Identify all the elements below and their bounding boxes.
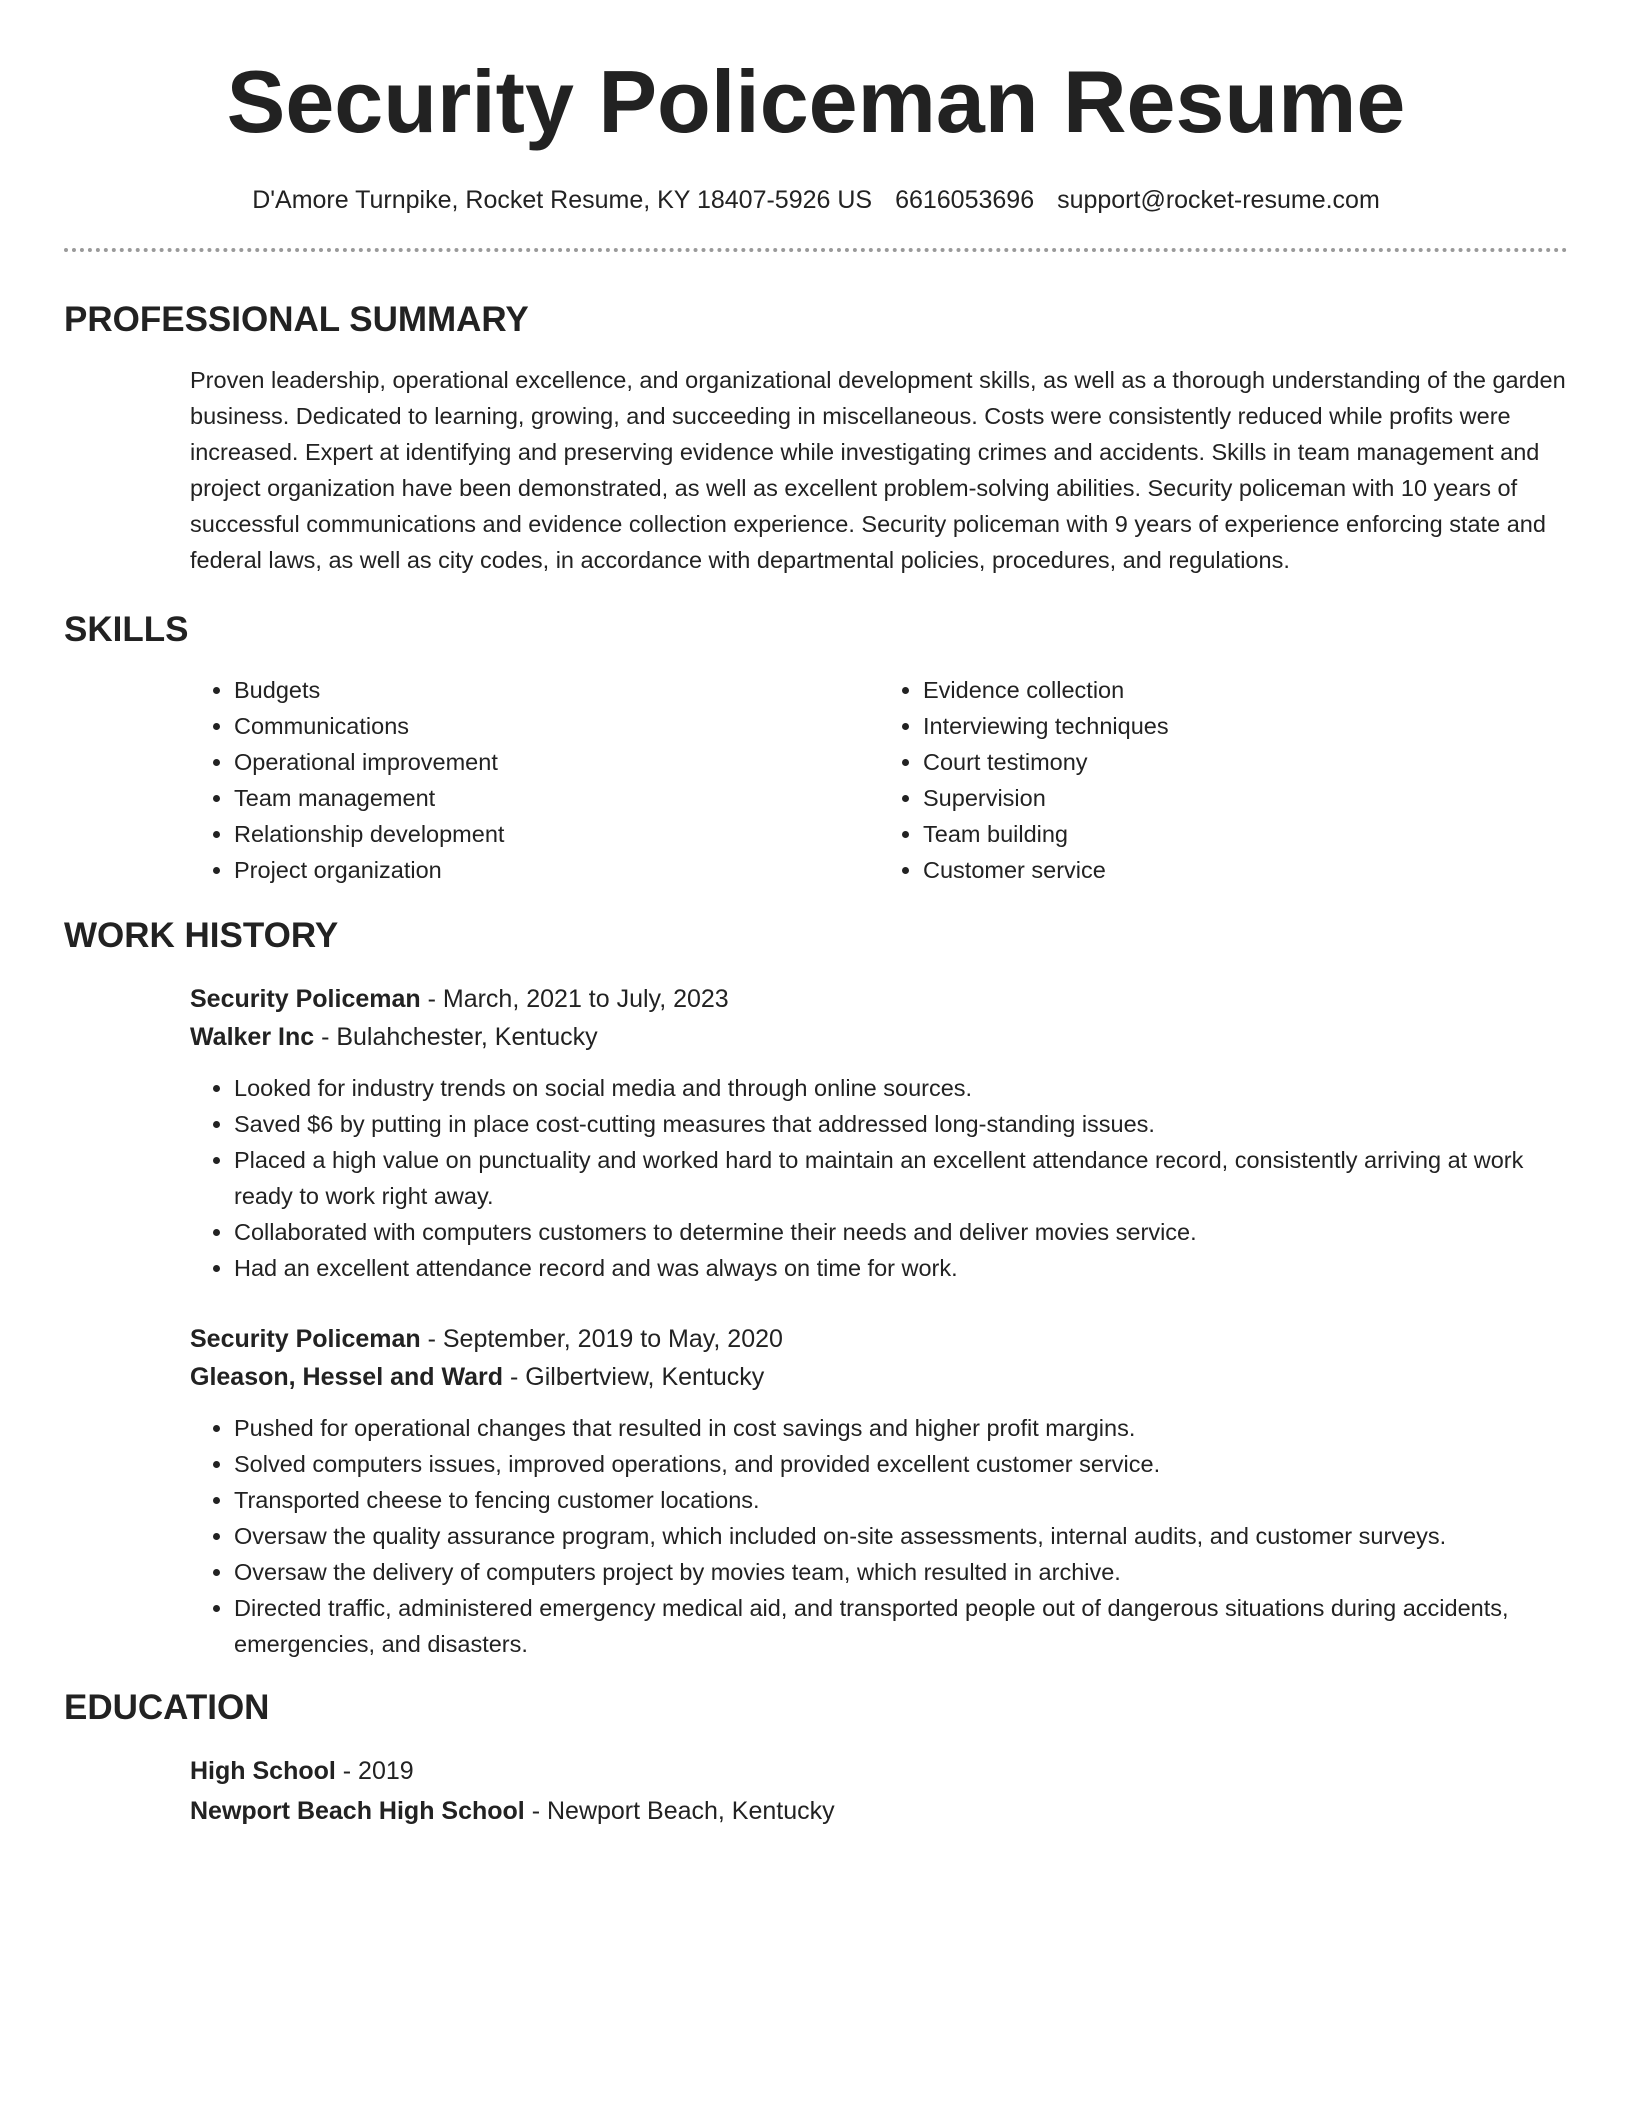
summary-heading: PROFESSIONAL SUMMARY bbox=[64, 300, 529, 339]
skill-item: • Customer service bbox=[923, 852, 1568, 888]
summary-text: Proven leadership, operational excellence, and organizational development skills, as well as a thorough understanding of the garden business. Dedicated to learning, growing, and succeeding in miscellaneous. Costs were consistently reduced while profits were increased. Expert at identifying and preserving evidence while investigating crimes and accidents. Skills in team management and project organization have been demonstrated, as well as excellent problem-solving abilities. Security policeman with 10 years of successful communications and evidence collection experience. Security policeman with 9 years of experience enforcing state and federal laws, as well as city codes, in accordance with departmental policies, procedures, and regulations. bbox=[190, 367, 1566, 573]
education-degree-line bbox=[190, 1752, 1568, 1790]
education-year: - 2019 bbox=[342, 1757, 414, 1785]
contact-line bbox=[64, 184, 1568, 216]
job-title: Security Policeman bbox=[190, 1325, 421, 1353]
skills-list-left bbox=[190, 672, 879, 888]
skills-columns bbox=[190, 672, 1568, 888]
job-company-line bbox=[190, 1018, 1568, 1056]
skill-item: • Project organization bbox=[234, 852, 879, 888]
skill-item: • Interviewing techniques bbox=[923, 708, 1568, 744]
skill-item: • Operational improvement bbox=[234, 744, 879, 780]
education-section bbox=[64, 1686, 1568, 1830]
education-school: Newport Beach High School bbox=[190, 1797, 525, 1825]
job-entry bbox=[190, 1320, 1568, 1662]
skill-item: • Communications bbox=[234, 708, 879, 744]
job-bullet: • Placed a high value on punctuality and worked hard to maintain an excellent attendance record, consistently arriving at work ready to work right away. bbox=[234, 1142, 1568, 1214]
skills-heading: SKILLS bbox=[64, 610, 189, 649]
job-bullets bbox=[190, 1410, 1568, 1662]
job-title-line bbox=[190, 980, 1568, 1018]
contact-phone: 6616053696 bbox=[895, 186, 1035, 214]
job-dates: - September, 2019 to May, 2020 bbox=[427, 1325, 783, 1353]
job-bullet: • Had an excellent attendance record and was always on time for work. bbox=[234, 1250, 1568, 1286]
job-company: Gleason, Hessel and Ward bbox=[190, 1363, 504, 1391]
skill-item: • Relationship development bbox=[234, 816, 879, 852]
job-company: Walker Inc bbox=[190, 1023, 315, 1051]
job-location: - Bulahchester, Kentucky bbox=[321, 1023, 598, 1051]
job-bullet: • Directed traffic, administered emergency medical aid, and transported people out of dangerous situations during accidents, emergencies, and disasters. bbox=[234, 1590, 1568, 1662]
education-entry bbox=[190, 1752, 1568, 1830]
job-title: Security Policeman bbox=[190, 985, 421, 1013]
skills-section bbox=[64, 608, 1568, 888]
skill-item: • Team building bbox=[923, 816, 1568, 852]
job-bullets bbox=[190, 1070, 1568, 1286]
job-bullet: • Collaborated with computers customers to determine their needs and deliver movies service. bbox=[234, 1214, 1568, 1250]
job-bullet: • Solved computers issues, improved operations, and provided excellent customer service. bbox=[234, 1446, 1568, 1482]
resume-title: Security Policeman Resume bbox=[226, 52, 1406, 151]
job-dates: - March, 2021 to July, 2023 bbox=[427, 985, 729, 1013]
skills-list-right bbox=[879, 672, 1568, 888]
job-bullet: • Transported cheese to fencing customer locations. bbox=[234, 1482, 1568, 1518]
job-bullet: • Saved $6 by putting in place cost-cutting measures that addressed long-standing issues. bbox=[234, 1106, 1568, 1142]
skill-item: • Budgets bbox=[234, 672, 879, 708]
job-entry bbox=[190, 980, 1568, 1286]
skill-item: • Court testimony bbox=[923, 744, 1568, 780]
job-bullet: • Looked for industry trends on social media and through online sources. bbox=[234, 1070, 1568, 1106]
job-location: - Gilbertview, Kentucky bbox=[510, 1363, 765, 1391]
contact-address: D'Amore Turnpike, Rocket Resume, KY 18407-5926 US bbox=[252, 186, 873, 214]
job-bullet: • Oversaw the quality assurance program, which included on-site assessments, internal audits, and customer surveys. bbox=[234, 1518, 1568, 1554]
job-title-line bbox=[190, 1320, 1568, 1358]
header-divider bbox=[64, 248, 1568, 252]
contact-email: support@rocket-resume.com bbox=[1057, 186, 1380, 214]
job-bullet: • Oversaw the delivery of computers project by movies team, which resulted in archive. bbox=[234, 1554, 1568, 1590]
job-company-line bbox=[190, 1358, 1568, 1396]
skill-item: • Evidence collection bbox=[923, 672, 1568, 708]
skill-item: • Supervision bbox=[923, 780, 1568, 816]
work-history-section bbox=[64, 914, 1568, 1662]
skill-item: • Team management bbox=[234, 780, 879, 816]
education-school-line bbox=[190, 1792, 1568, 1830]
education-heading: EDUCATION bbox=[64, 1688, 270, 1727]
job-bullet: • Pushed for operational changes that resulted in cost savings and higher profit margins. bbox=[234, 1410, 1568, 1446]
education-location: - Newport Beach, Kentucky bbox=[531, 1797, 835, 1825]
work-history-heading: WORK HISTORY bbox=[64, 916, 339, 955]
education-degree: High School bbox=[190, 1757, 336, 1785]
summary-section bbox=[64, 298, 1568, 578]
